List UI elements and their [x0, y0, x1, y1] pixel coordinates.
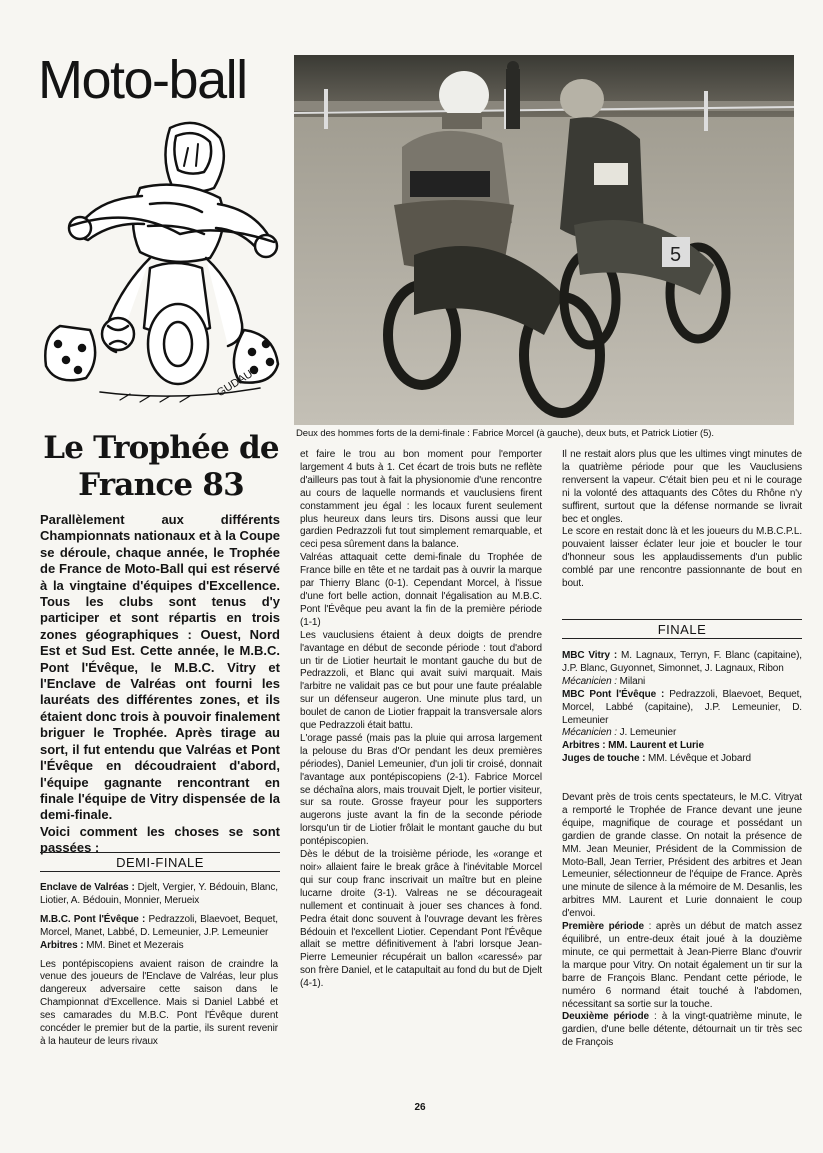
body-paragraph: Première période : après un début de match assez équilibré, un entre-deux était joué à la douzième minute, ce qui permettait à Jean-Pierre Blanc d'ouvrir la marque pour Vitry. On notait également un tir sur la barre de François Blanc. Pendant cette période, le numéro 6 normand était touché à l'abdomen, nécessitant sa sortie sur la touche. — [562, 921, 802, 1010]
finale-report — [562, 792, 802, 1050]
roster-line: MBC Pont l'Évêque : Pedrazzoli, Blaevoet, Bequet, Morcel, Labbé (capitaine), J.P. Lemeunier, D. Lemeunier — [562, 688, 802, 726]
intro-paragraph — [40, 512, 280, 857]
photo-caption: Deux des hommes forts de la demi-finale : Fabrice Morcel (à gauche), deux buts, et Patrick Liotier (5). — [296, 428, 714, 439]
roster-line: Mécanicien : J. Lemeunier — [562, 727, 677, 739]
body-paragraph: et faire le trou au bon moment pour l'emporter largement 4 buts à 1. Cet écart de trois buts ne reflète d'ailleurs pas tout à fait la physionomie d'une rencontre au cours de laquelle normands et vauclusiens firent constamment jeu égal : les locaux furent seulement plus heureux dans leurs tirs. Disons aussi que leur gardien Pedrazzoli fut tout simplement remarquable, et ceci pesa sûrement dans la balance. — [300, 449, 542, 551]
section-heading-demi-finale: DEMI-FINALE — [40, 852, 280, 872]
intro-text: Voici comment les choses se sont passées : — [40, 823, 280, 856]
page-title: Moto-ball — [38, 50, 247, 110]
motoball-photo — [294, 55, 794, 425]
roster-line: Mécanicien : Milani — [562, 675, 646, 687]
body-paragraph: Dès le début de la troisième période, les «orange et noir» allaient faire le break grâce à l'inévitable Morcel qui sur coup franc inscrivait un maître but en pleine lucarne droite (3-1). Valreas ne se décourageait nullement et continuait à jouer ses chances à fond. Pedra était donc souvent à l'ouvrage devant les frères Bédouin et l'excellent Liotier. Cependant Pont l'Évêque allait se mettre définitivement à l'abri lorsque Jean-Pierre Lemeunier récupérait un ballon «caressé» par son frère Daniel, et le catapultait au fond du but de Djelt (4-1). — [300, 849, 542, 990]
section-heading-finale: FINALE — [562, 619, 802, 639]
article-column-2 — [300, 449, 542, 991]
roster-line: MBC Vitry : M. Lagnaux, Terryn, F. Blanc (capitaine), J.P. Blanc, Guyonnet, Simonnet, J. Lagnaux, Ribon — [562, 650, 802, 674]
body-paragraph: Les vauclusiens étaient à deux doigts de prendre l'avantage en début de seconde période : tout d'abord un tir de Liotier heurtait le montant gauche du but de Pedrazzoli, et Blanc qui avait suivi marquait. Mais l'arbitre ne validait pas ce but pour une faute préalable sur un défenseur augeron. Une minute plus tard, un boulet de canon de Liotier frappait la transversale alors que Pedrazzoli était battu. — [300, 629, 542, 732]
body-paragraph: L'orage passé (mais pas la pluie qui arrosa largement la pelouse du Bras d'Or pendant les deux premières périodes), Daniel Lemeunier, d'un joli tir croisé, donnait l'avantage aux pontépiscopiens (2-1). Fabrice Morcel se déchaîna alors, mais trouvait Djelt, le portier visiteur, sur sa route. Grosse frayeur pour les supporters augerons juste avant la fin de la seconde période lorsqu'un tir de Liotier frôlait le montant gauche du but pontépiscopien. — [300, 732, 542, 848]
finale-roster — [562, 650, 802, 766]
article-headline: Le Trophée de France 83 — [43, 430, 279, 503]
page-number: 26 — [414, 1102, 426, 1113]
intro-text: Parallèlement aux différents Championnats nationaux et à la Coupe se déroule, chaque année, le Trophée de France de Moto-Ball qui est réservé à la vingtaine d'équipes d'Excellence. Tous les clubs sont tenus d'y participer et sont répartis en trois zones géographiques : Ouest, Nord Est et Sud Est. Cette année, le M.B.C. Pont l'Évêque, le M.B.C. Vitry et l'Enclave de Valréas ont fourni les lauréats des différentes zones, et ils étaient donc trois à pouvoir finalement briguer le Trophée. Après tirage au sort, il fut entendu que Valréas et Pont l'Évêque en découdraient d'abord, l'équipe gagnante rencontrant en finale l'équipe de Vitry dispensée de la demi-finale. — [40, 512, 280, 823]
roster-line: Arbitres : MM. Laurent et Lurie — [562, 740, 704, 752]
svg-text:5: 5 — [670, 244, 682, 266]
roster-line: Arbitres : MM. Binet et Mezerais — [40, 939, 184, 951]
body-paragraph: Deuxième période : à la vingt-quatrième minute, le gardien, d'une belle détente, détournait un tir très sec de François — [562, 1011, 803, 1049]
roster-line: Juges de touche : MM. Lévêque et Jobard — [562, 753, 751, 765]
svg-text:GUDAUT: GUDAUT — [214, 364, 261, 400]
cartoon-rider-illustration — [30, 108, 292, 410]
article-column-3: Il ne restait alors plus que les ultimes vingt minutes de la quatrième période pour que les Vauclusiens renversent la vapeur. C'était bien peu et ni le courage ni la volonté des attaquants des Côtes du Rhône n'y suffirent, surtout que la défense normande se livrait bec et ongles. Le score en restait donc là et les joueurs du M.B.C.P.L. pouvaient laisser éclater leur joie et boucler le tour d'honneur sous les applaudissements d'un public comblé par une rencontre passionnante de bout en bout. — [562, 449, 802, 590]
roster-line: Enclave de Valréas : Djelt, Vergier, Y. Bédouin, Blanc, Liotier, A. Bédouin, Monnier, Merueix — [40, 882, 278, 906]
roster-line: M.B.C. Pont l'Évêque : Pedrazzoli, Blaevoet, Bequet, Morcel, Manet, Labbé, D. Lemeunier, J.P. Lemeunier — [40, 913, 278, 938]
body-paragraph: Valréas attaquait cette demi-finale du Trophée de France bille en tête et ne tardait pas à ouvrir la marque par Thierry Blanc (0-1). Cependant Morcel, à l'issue d'une fort belle action, donnait l'égalisation au M.B.C. Pont l'Évêque peu avant la fin de la première période (1-1) — [300, 552, 542, 628]
body-paragraph: Les pontépiscopiens avaient raison de craindre la venue des joueurs de l'Enclave de Valréas, leur plus dangereux adversaire cette saison dans le Championnat d'Excellence. Mais si Daniel Labbé et ses camarades du M.B.C. Pont l'Évêque durent concéder le premier but de la partie, ils surent revenir à la hauteur de leurs rivaux — [40, 958, 278, 1047]
body-paragraph: Devant près de trois cents spectateurs, le M.C. Vitryat a remporté le Trophée de France devant une jeune équipe, magnifique de courage et possédant un gardien de grande classe. On notait la présence de MM. Jean Meunier, Président de la Commission de Moto-Ball, Jean Terrier, Président des arbitres et Jean Lemeunier, sélectionneur de l'équipe de France. Après une minute de silence à la mémoire de M. Desanlis, les arbitres MM. Laurent et Lurie donnaient le coup d'envoi. — [562, 792, 802, 920]
article-column-1 — [40, 882, 278, 1049]
